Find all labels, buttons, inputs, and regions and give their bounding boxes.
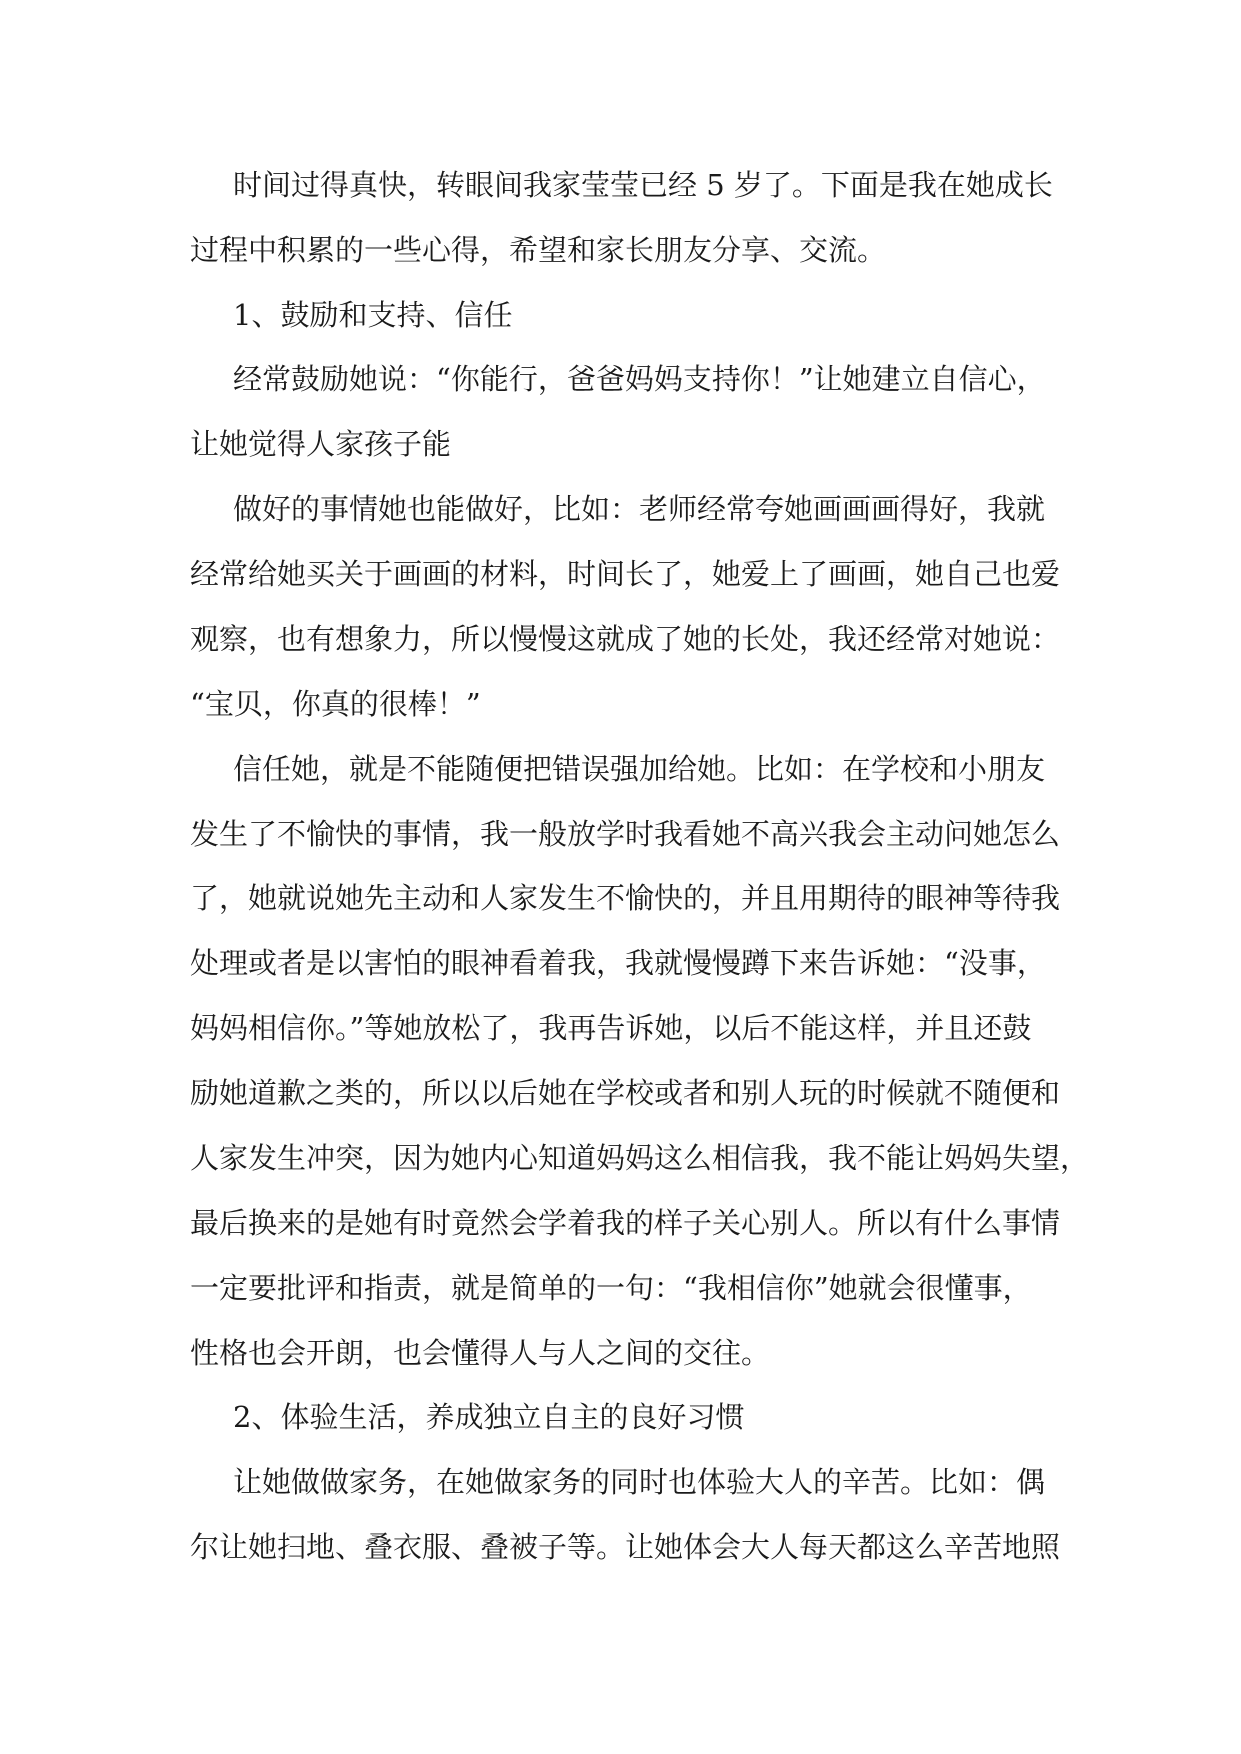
text-line: “宝贝，你真的很棒！” bbox=[190, 687, 481, 721]
text-line: 让她觉得人家孩子能 bbox=[190, 427, 452, 461]
text-line: 最后换来的是她有时竟然会学着我的样子关心别人。所以有什么事情 bbox=[190, 1206, 1061, 1240]
text-line: 妈妈相信你。”等她放松了，我再告诉她，以后不能这样，并且还鼓 bbox=[190, 1011, 1032, 1045]
text-line: 经常鼓励她说：“你能行，爸爸妈妈支持你！”让她建立自信心， bbox=[233, 362, 1046, 396]
text-line: 观察，也有想象力，所以慢慢这就成了她的长处，我还经常对她说： bbox=[190, 622, 1061, 656]
text-line: 一定要批评和指责，就是简单的一句：“我相信你”她就会很懂事， bbox=[190, 1271, 1032, 1305]
text-line: 让她做做家务，在她做家务的同时也体验大人的辛苦。比如：偶 bbox=[233, 1465, 1046, 1499]
text-line: 经常给她买关于画画的材料，时间长了，她爱上了画画，她自己也爱 bbox=[190, 557, 1061, 591]
section-heading: 2、体验生活，养成独立自主的良好习惯 bbox=[233, 1400, 745, 1434]
text-line: 励她道歉之类的，所以以后她在学校或者和别人玩的时候就不随便和 bbox=[190, 1076, 1061, 1110]
text-line: 尔让她扫地、叠衣服、叠被子等。让她体会大人每天都这么辛苦地照 bbox=[190, 1530, 1061, 1564]
text-line: 处理或者是以害怕的眼神看着我，我就慢慢蹲下来告诉她：“没事， bbox=[190, 946, 1046, 980]
text-line: 时间过得真快，转眼间我家莹莹已经 5 岁了。下面是我在她成长 bbox=[233, 168, 1053, 202]
text-line: 过程中积累的一些心得，希望和家长朋友分享、交流。 bbox=[190, 233, 887, 267]
text-line: 信任她，就是不能随便把错误强加给她。比如：在学校和小朋友 bbox=[233, 752, 1046, 786]
text-line: 人家发生冲突，因为她内心知道妈妈这么相信我，我不能让妈妈失望， bbox=[190, 1141, 1090, 1175]
text-line: 发生了不愉快的事情，我一般放学时我看她不高兴我会主动问她怎么 bbox=[190, 817, 1061, 851]
section-heading: 1、鼓励和支持、信任 bbox=[233, 298, 513, 332]
text-line: 性格也会开朗，也会懂得人与人之间的交往。 bbox=[190, 1336, 771, 1370]
text-line: 做好的事情她也能做好，比如：老师经常夸她画画画得好，我就 bbox=[233, 492, 1046, 526]
text-line: 了，她就说她先主动和人家发生不愉快的，并且用期待的眼神等待我 bbox=[190, 881, 1061, 915]
